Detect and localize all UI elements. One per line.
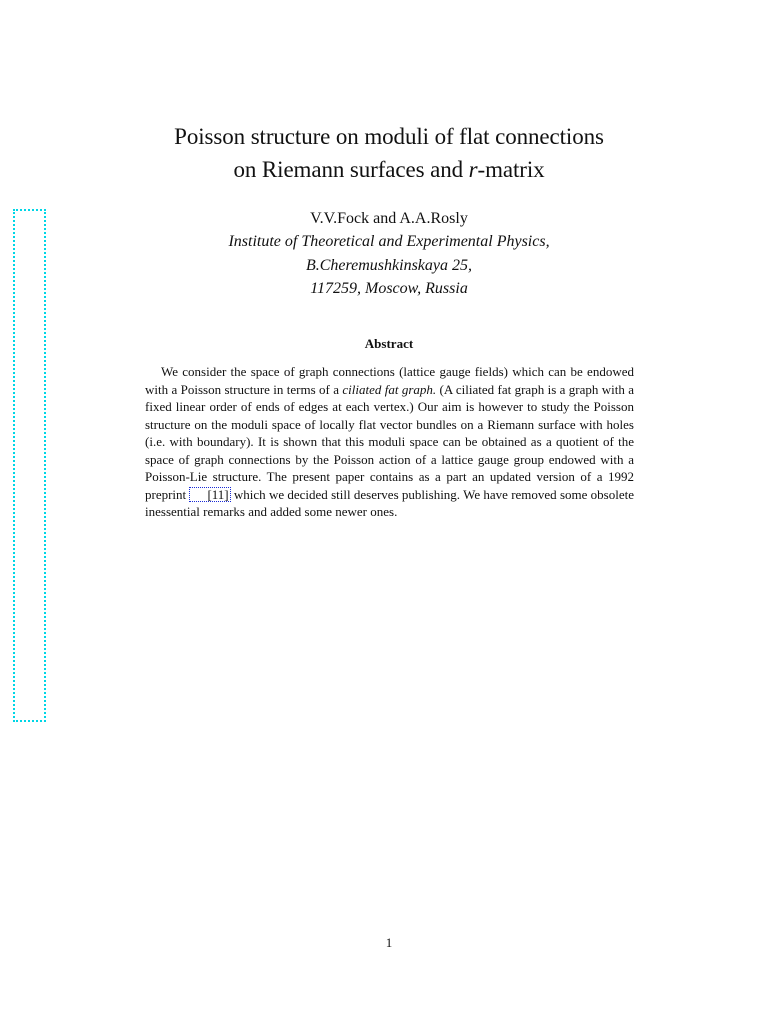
author-list: V.V.Fock and A.A.Rosly: [310, 210, 468, 227]
title-line-1: Poisson structure on moduli of flat connections: [174, 124, 604, 149]
abstract-text-part-1: We consider the space of graph connections (lattice gauge fields) which can be endowed with a Poisson structure in terms of a: [145, 364, 634, 397]
paper-title: [0, 120, 768, 186]
title-line-2-pre: on Riemann surfaces and: [233, 157, 469, 182]
abstract-text-part-3: which we decided still deserves publishing. We have removed some obsolete inessential remarks and added some newer ones.: [145, 486, 634, 519]
title-line-2-post: -matrix: [477, 157, 545, 182]
abstract-heading: Abstract: [364, 336, 414, 351]
abstract-emphasis: ciliated fat graph.: [342, 381, 437, 397]
affiliation-line-1: Institute of Theoretical and Experimental Physics,: [228, 233, 550, 250]
abstract-text-part-2: (A ciliated fat graph is a graph with a fixed linear order of ends of edges at each vertex.) Our aim is however to study the Poisson structure on the moduli space of locally flat vector bundles on a Riemann surface with holes (i.e. with boundary). It is shown that this moduli space can be obtained as a quotient of the space of graph connections by the Poisson action of a lattice gauge group endowed with a Poisson-Lie structure. The present paper contains as a part an updated version of a 1992 preprint: [145, 381, 634, 502]
affiliation-line-3: 117259, Moscow, Russia: [310, 280, 468, 297]
abstract-body: [145, 363, 634, 521]
affiliation-line-2: B.Cheremushkinskaya 25,: [305, 256, 473, 274]
affiliation: [0, 230, 768, 301]
citation-link[interactable]: [11]: [189, 487, 230, 502]
title-variable-r: r: [468, 157, 478, 182]
title-line-2: [0, 153, 768, 186]
page-number: 1: [385, 935, 393, 950]
